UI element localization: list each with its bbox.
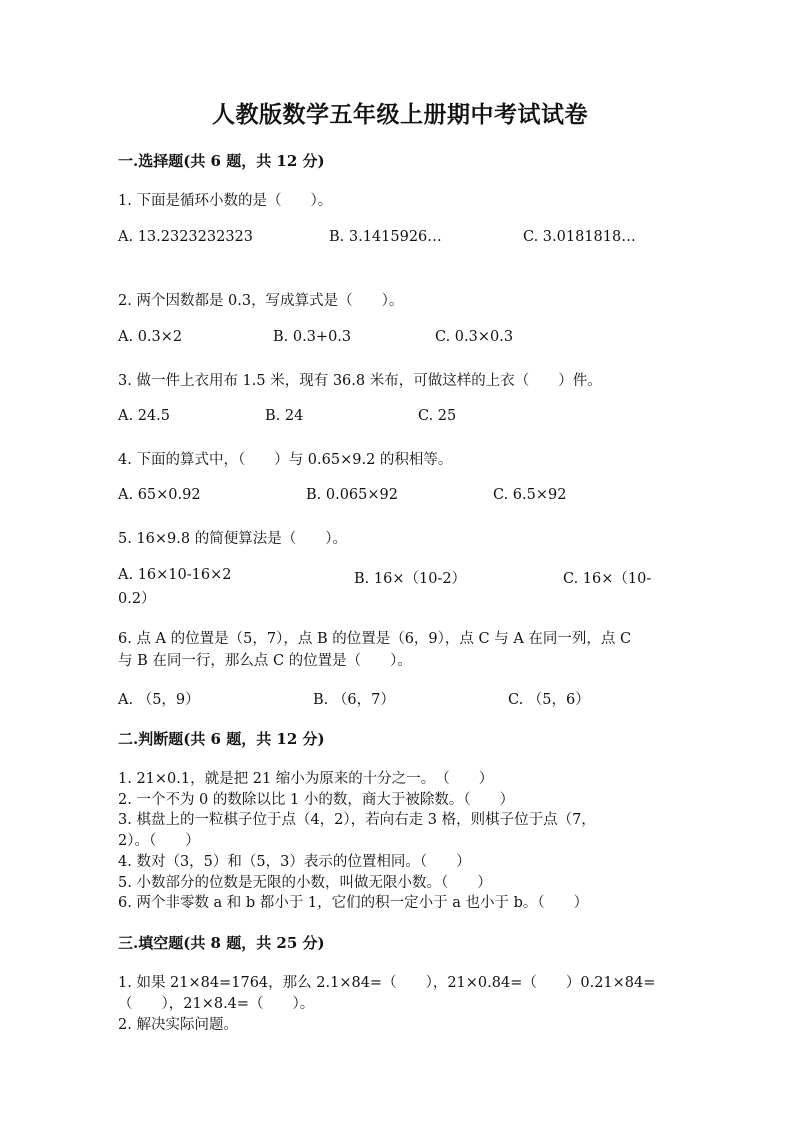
question-2-option-c: C. 0.3×0.3: [435, 329, 514, 345]
judge-item-3: 3. 棋盘上的一粒棋子位于点（4，2），若向右走 3 格，则棋子位于点（7，: [118, 812, 596, 828]
question-4-option-c: C. 6.5×92: [493, 487, 567, 503]
question-5-option-a: A. 16×10-16×2: [118, 567, 232, 583]
question-1-option-c: C. 3.0181818…: [523, 229, 636, 245]
question-3-option-b: B. 24: [265, 408, 304, 424]
question-6-option-c: C. （5，6）: [508, 692, 590, 708]
question-1-stem: 1. 下面是循环小数的是（ ）。: [118, 193, 333, 209]
question-4-option-b: B. 0.065×92: [306, 487, 398, 503]
question-6-stem: 6. 点 A 的位置是（5，7），点 B 的位置是（6，9），点 C 与 A 在同一列，点 C: [118, 631, 632, 647]
question-1-option-b: B. 3.1415926…: [329, 229, 442, 245]
question-2-option-a: A. 0.3×2: [118, 329, 183, 345]
question-3-option-c: C. 25: [418, 408, 457, 424]
question-4-stem: 4. 下面的算式中，（ ）与 0.65×9.2 的积相等。: [118, 452, 453, 468]
question-5-option-c-continued: 0.2）: [118, 591, 156, 607]
section-heading-fill: 三.填空题(共 8 题，共 25 分): [118, 934, 325, 952]
fill-item-1: 1. 如果 21×84=1764，那么 2.1×84=（ ），21×0.84=（ ）0.21×84=: [118, 975, 656, 991]
question-6-option-b: B. （6，7）: [313, 692, 395, 708]
judge-item-6: 6. 两个非零数 a 和 b 都小于 1，它们的积一定小于 a 也小于 b。（ ）: [118, 895, 589, 911]
question-3-option-a: A. 24.5: [118, 408, 170, 424]
question-1-option-a: A. 13.2323232323: [118, 229, 254, 245]
section-heading-choice: 一.选择题(共 6 题，共 12 分): [118, 152, 325, 170]
judge-item-1: 1. 21×0.1，就是把 21 缩小为原来的十分之一。 （ ）: [118, 771, 494, 787]
question-4-option-a: A. 65×0.92: [118, 487, 201, 503]
judge-item-4: 4. 数对（3，5）和（5，3）表示的位置相同。（ ）: [118, 854, 471, 870]
judge-item-2: 2. 一个不为 0 的数除以比 1 小的数，商大于被除数。（ ）: [118, 792, 515, 808]
question-2-stem: 2. 两个因数都是 0.3，写成算式是（ ）。: [118, 293, 404, 309]
question-6-stem-continued: 与 B 在同一行，那么点 C 的位置是（ ）。: [118, 653, 412, 669]
question-3-stem: 3. 做一件上衣用布 1.5 米，现有 36.8 米布，可做这样的上衣（ ）件。: [118, 373, 602, 389]
question-2-option-b: B. 0.3+0.3: [273, 329, 352, 345]
question-5-option-b: B. 16×（10-2）: [354, 571, 467, 587]
judge-item-3-continued: 2）。（ ）: [118, 833, 200, 849]
section-heading-judge: 二.判断题(共 6 题，共 12 分): [118, 730, 325, 748]
page-title: 人教版数学五年级上册期中考试试卷: [212, 101, 588, 128]
question-5-option-c: C. 16×（10-: [563, 571, 652, 587]
question-6-option-a: A. （5，9）: [118, 692, 200, 708]
fill-item-2: 2. 解决实际问题。: [118, 1017, 238, 1033]
question-5-stem: 5. 16×9.8 的简便算法是（ ）。: [118, 531, 347, 547]
fill-item-1-continued: （ ），21×8.4=（ ）。: [118, 996, 315, 1012]
judge-item-5: 5. 小数部分的位数是无限的小数，叫做无限小数。（ ）: [118, 875, 492, 891]
